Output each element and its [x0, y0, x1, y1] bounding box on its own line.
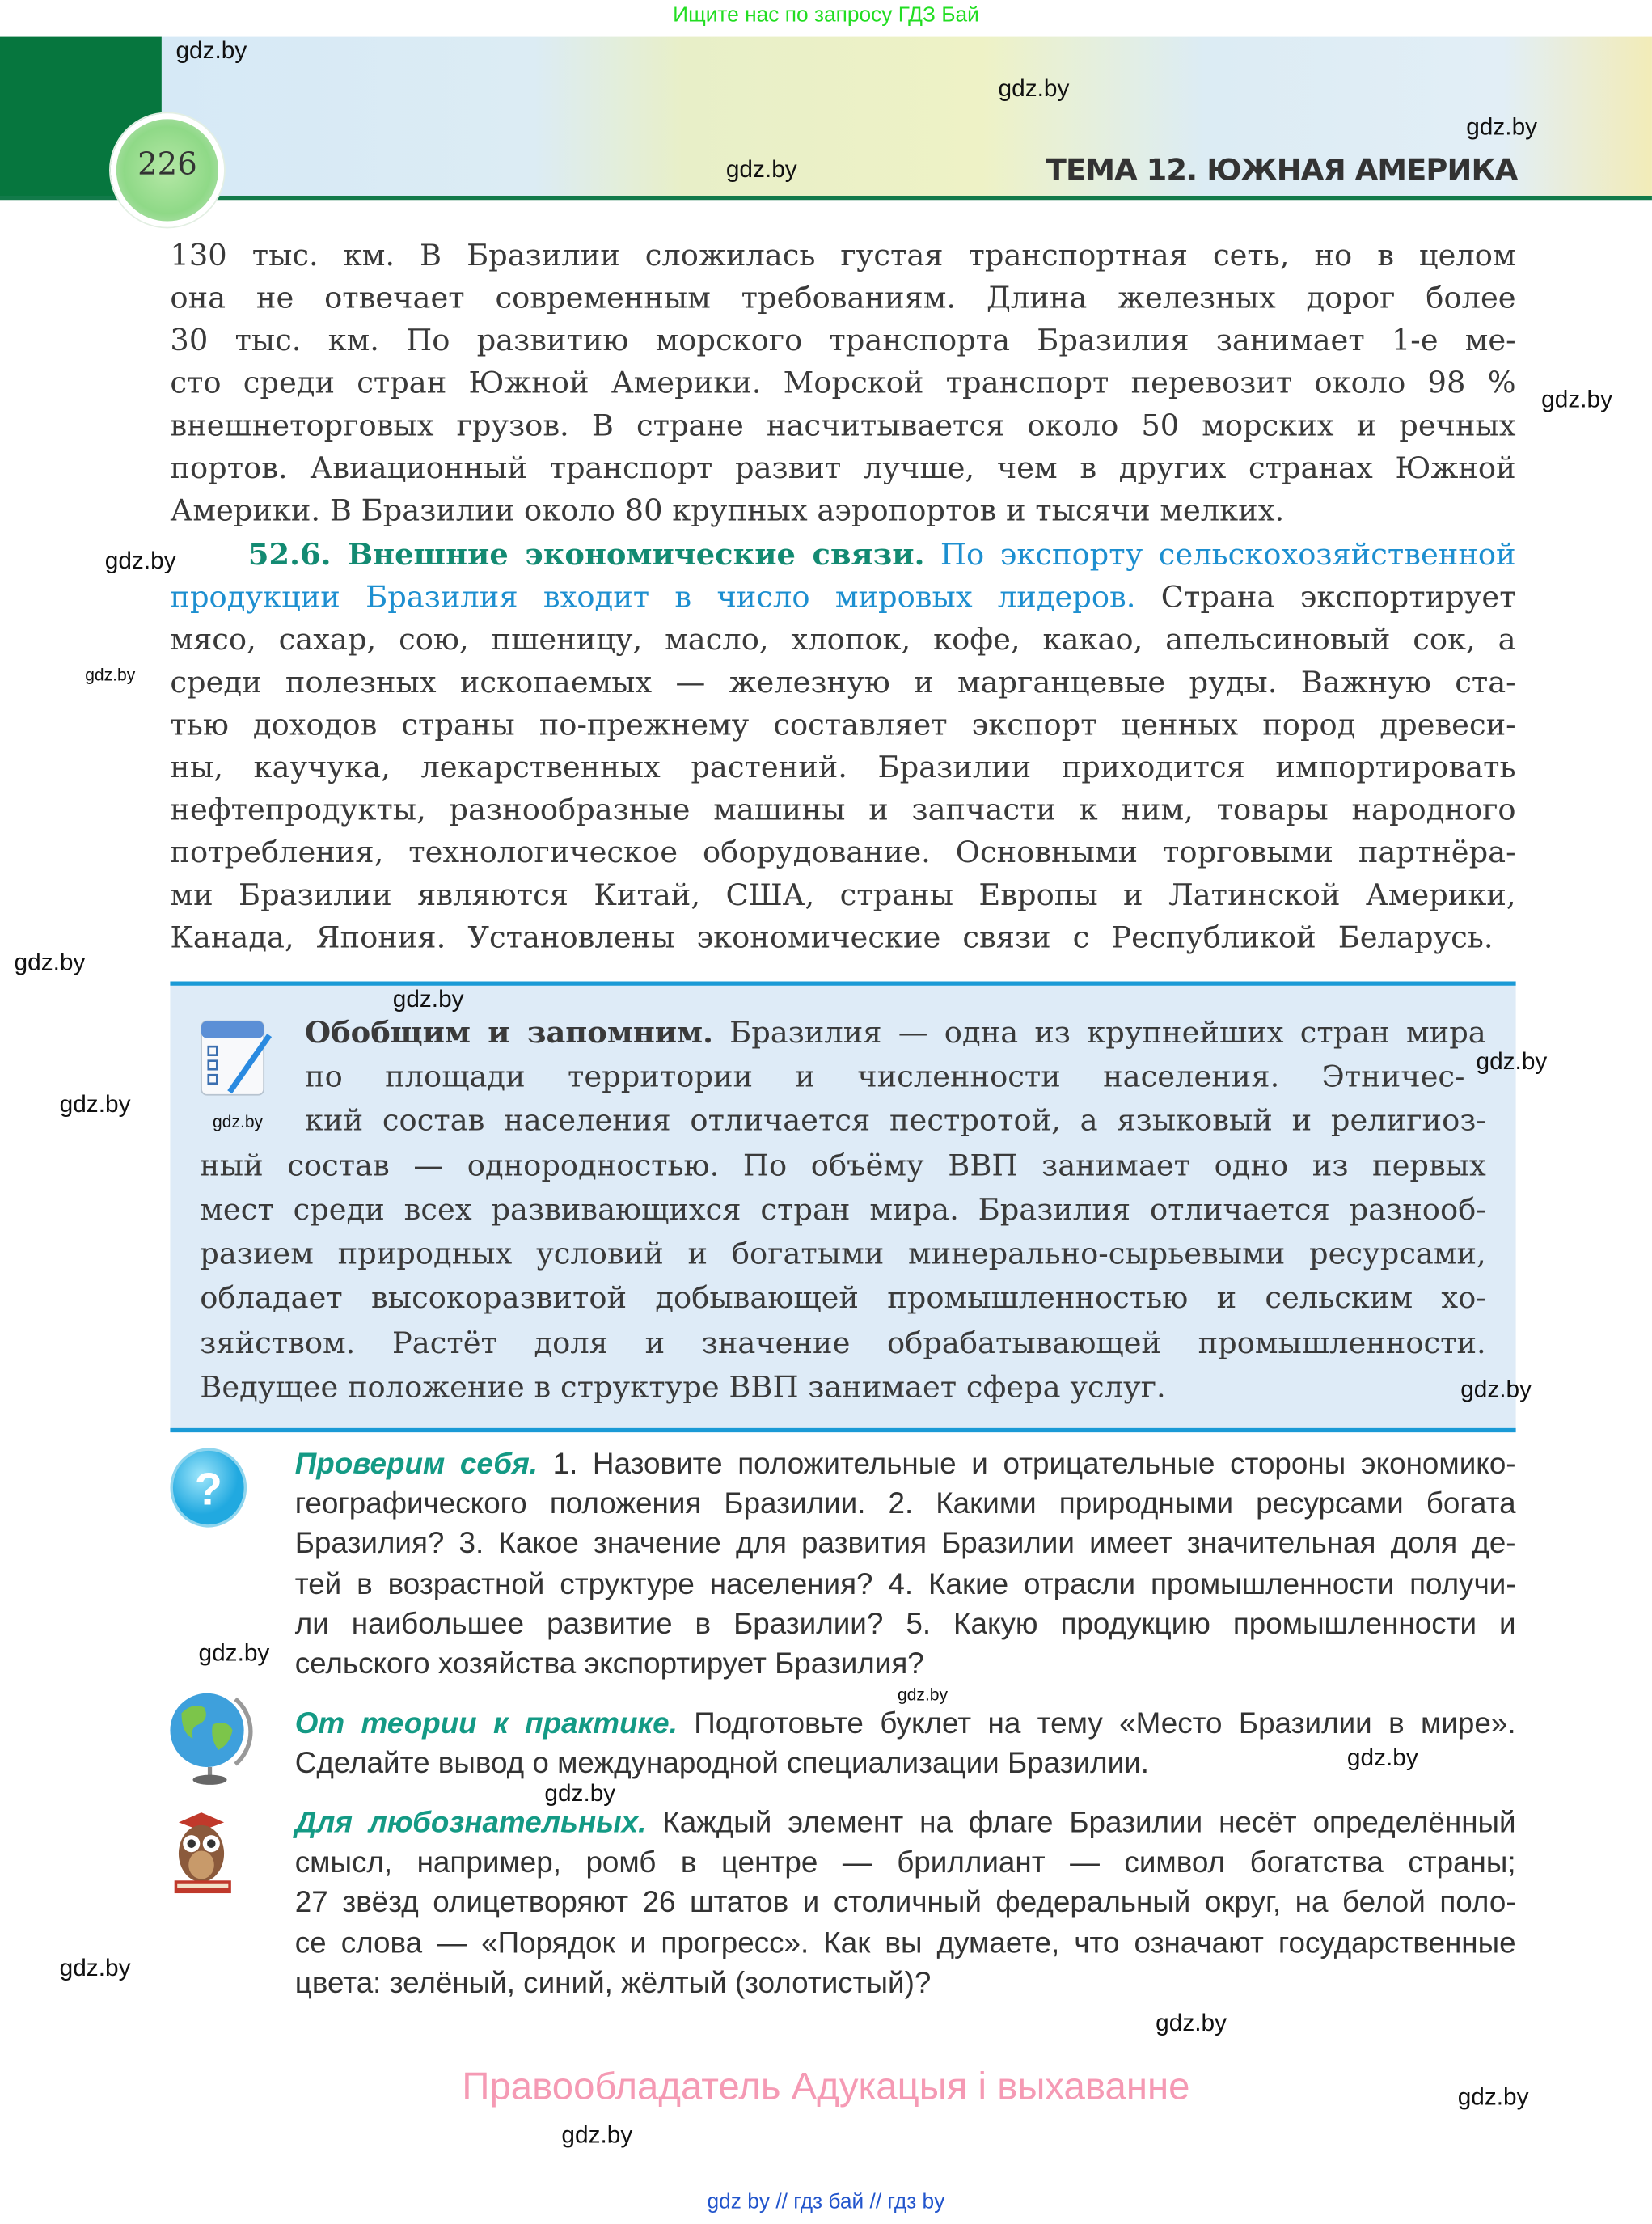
chapter-title: ТЕМА 12. ЮЖНАЯ АМЕРИКА — [1046, 153, 1518, 188]
watermark: gdz.by — [998, 74, 1070, 103]
watermark: gdz.by — [1457, 2083, 1529, 2111]
summary-line: обладает высокоразвитой добывающей промышленностью и сельским хо- — [200, 1280, 1486, 1315]
text-line: среди полезных ископаемых — железную и марганцевые руды. Важную ста- — [170, 665, 1516, 700]
watermark: gdz.by — [1466, 113, 1538, 141]
text-span: Страна экспортирует — [1135, 580, 1516, 615]
text-span: Каждый элемент на флаге Бразилии несёт определённый — [646, 1807, 1516, 1840]
question-line — [295, 1445, 1516, 1485]
watermark: gdz.by — [392, 985, 464, 1013]
watermark: gdz.by — [898, 1685, 949, 1705]
watermark: gdz.by — [1460, 1375, 1532, 1403]
copyright-footer: Правообладатель Адукацыя і выхаванне — [462, 2065, 1190, 2108]
question-line: Бразилия? 3. Какое значение для развития Бразилии имеет значительная доля де- — [294, 1527, 1516, 1560]
curious-line: смысл, например, ромб в центре — бриллиант — символ богатства страны; — [294, 1846, 1516, 1879]
text-line: 30 тыс. км. По развитию морского транспорта Бразилия занимает 1-е ме- — [170, 323, 1516, 357]
watermark: gdz.by — [544, 1779, 616, 1808]
text-line: тью доходов страны по-прежнему составляет экспорт ценных пород древеси- — [170, 708, 1516, 742]
curious-line: цвета: зелёный, синий, жёлтый (золотистый)? — [294, 1967, 932, 2000]
check-label: Проверим себя. — [294, 1448, 538, 1481]
globe-icon — [167, 1688, 256, 1787]
notepad-icon — [196, 1016, 275, 1101]
summary-label: Обобщим и запомним. — [305, 1013, 713, 1050]
text-line: ми Бразилии являются Китай, США, страны Европы и Латинской Америки, — [170, 877, 1516, 912]
section-heading-line — [248, 533, 1516, 576]
top-banner[interactable]: Ищите нас по запросу ГДЗ Бай — [673, 2, 979, 27]
watermark: gdz.by — [59, 1090, 131, 1118]
watermark: gdz.by — [561, 2121, 633, 2149]
watermark: gdz.by — [104, 547, 176, 575]
watermark: gdz.by — [14, 949, 86, 976]
practice-line — [295, 1705, 1516, 1744]
page-number: 226 — [137, 147, 197, 184]
question-icon — [169, 1447, 248, 1529]
svg-text:?: ? — [194, 1463, 222, 1515]
summary-line: мест среди всех развивающихся стран мира. Бразилия отличается разнооб- — [200, 1192, 1486, 1227]
watermark: gdz.by — [198, 1639, 270, 1667]
curious-line: се слова — «Порядок и прогресс». Как вы думаете, что означают государственные — [294, 1927, 1516, 1960]
summary-line — [305, 1011, 1486, 1054]
summary-line: зяйством. Растёт доля и значение обрабатывающей промышленности. — [200, 1326, 1486, 1360]
text-line: ны, каучука, лекарственных растений. Бразилии приходится импортировать — [170, 750, 1516, 784]
text-span: 1. Назовите положительные и отрицательные стороны экономико- — [537, 1448, 1516, 1481]
highlight-text: продукции Бразилия входит в число мировых лидеров. — [170, 580, 1136, 615]
watermark: gdz.by — [59, 1954, 131, 1981]
watermark: gdz.by — [1346, 1744, 1418, 1772]
text-line: она не отвечает современным требованиям. Длина железных дорог более — [170, 281, 1516, 315]
summary-line: по площади территории и численности населения. Этничес- — [305, 1059, 1465, 1094]
curious-line: 27 звёзд олицетворяют 26 штатов и столичный федеральный округ, на белой поло- — [294, 1886, 1516, 1919]
practice-label: От теории к практике. — [294, 1707, 678, 1740]
text-line: нефтепродукты, разнообразные машины и запчасти к ним, товары народного — [170, 793, 1516, 827]
text-line: портов. Авиационный транспорт развит лучше, чем в других странах Южной — [170, 450, 1516, 485]
text-line — [170, 576, 1515, 619]
header-divider — [0, 196, 1652, 200]
watermark: gdz.by — [175, 36, 247, 64]
text-line: мясо, сахар, сою, пшеницу, масло, хлопок, кофе, какао, апельсиновый сок, а — [170, 622, 1516, 657]
question-line: географического положения Бразилии. 2. Какими природными ресурсами богата — [294, 1487, 1516, 1520]
section-heading: 52.6. Внешние экономические связи. — [247, 535, 925, 572]
text-span: Бразилия — одна из крупнейших стран мира — [712, 1015, 1486, 1050]
summary-line: ный состав — однородностью. По объёму ВВП занимает одно из первых — [200, 1148, 1486, 1183]
watermark: gdz.by — [1156, 2009, 1227, 2037]
question-line: сельского хозяйства экспортирует Бразилия? — [294, 1647, 924, 1681]
text-line: потребления, технологическое оборудование. Основными торговыми партнёра- — [170, 835, 1516, 869]
text-line: внешнеторговых грузов. В стране насчитывается около 50 морских и речных — [170, 408, 1516, 443]
owl-icon — [170, 1808, 235, 1896]
question-line: тей в возрастной структуре населения? 4. Какие отрасли промышленности получи- — [294, 1568, 1516, 1601]
watermark: gdz.by — [1476, 1047, 1548, 1076]
curious-line — [295, 1804, 1516, 1844]
summary-line: Ведущее положение в структуре ВВП занимает сфера услуг. — [200, 1369, 1166, 1405]
watermark: gdz.by — [1541, 385, 1613, 413]
text-line: Америки. В Бразилии около 80 крупных аэропортов и тысячи мелких. — [170, 493, 1285, 528]
question-line: ли наибольшее развитие в Бразилии? 5. Какую продукцию промышленности и — [294, 1608, 1516, 1641]
watermark: gdz.by — [85, 665, 136, 685]
curious-label: Для любознательных. — [294, 1807, 647, 1840]
summary-line: кий состав населения отличается пестротой, а языковый и религиоз- — [305, 1103, 1486, 1138]
bottom-links[interactable]: gdz by // гдз бай // гдз by — [707, 2189, 945, 2214]
practice-line: Сделайте вывод о международной специализации Бразилии. — [294, 1747, 1149, 1780]
text-line: Канада, Япония. Установлены экономические связи с Республикой Беларусь. — [170, 920, 1494, 955]
text-line: сто среди стран Южной Америки. Морской транспорт перевозит около 98 % — [170, 366, 1516, 400]
summary-line: разием природных условий и богатыми минерально-сырьевыми ресурсами, — [200, 1237, 1486, 1271]
text-span: Подготовьте буклет на тему «Место Бразилии в мире». — [677, 1707, 1516, 1740]
watermark: gdz.by — [725, 155, 797, 184]
text-line: 130 тыс. км. В Бразилии сложилась густая транспортная сеть, но в целом — [170, 238, 1516, 273]
watermark: gdz.by — [213, 1111, 264, 1132]
highlight-text: По экспорту сельскохозяйственной — [940, 537, 1516, 572]
